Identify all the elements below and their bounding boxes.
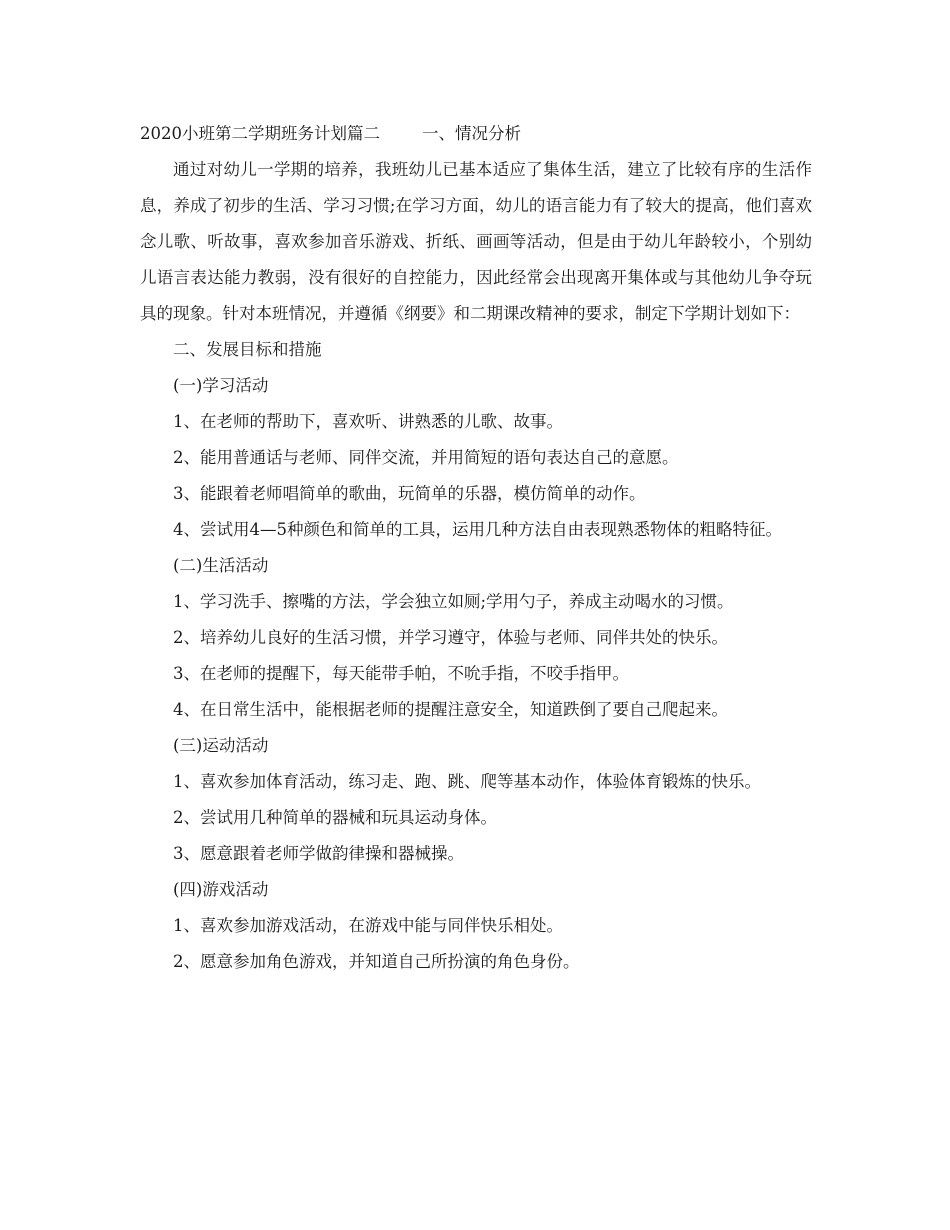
document-heading-line xyxy=(140,116,812,152)
game-item: 2、愿意参加角色游戏，并知道自己所扮演的角色身份。 xyxy=(173,952,580,971)
game-activity-title: (四)游戏活动 xyxy=(173,880,269,899)
sport-activity-title: (三)运动活动 xyxy=(173,736,269,755)
sport-item: 1、喜欢参加体育活动，练习走、跑、跳、爬等基本动作，体验体育锻炼的快乐。 xyxy=(173,772,761,791)
intro-paragraph: 通过对幼儿一学期的培养，我班幼儿已基本适应了集体生活，建立了比较有序的生活作息，养成了初步的生活、学习习惯;在学习方面，幼儿的语言能力有了较大的提高，他们喜欢念儿歌、听故事，喜欢参加音乐游戏、折纸、画画等活动，但是由于幼儿年龄较小，个别幼儿语言表达能力教弱，没有很好的自控能力，因此经常会出现离开集体或与其他幼儿争夺玩具的现象。针对本班情况，并遵循《纲要》和二期课改精神的要求，制定下学期计划如下： xyxy=(140,160,812,323)
section-1-title: 一、情况分析 xyxy=(422,124,521,143)
section-2-title: 二、发展目标和措施 xyxy=(173,340,322,359)
life-item: 3、在老师的提醒下，每天能带手帕，不吮手指，不咬手指甲。 xyxy=(173,664,629,683)
study-item: 1、在老师的帮助下，喜欢听、讲熟悉的儿歌、故事。 xyxy=(173,412,563,431)
sport-item: 3、愿意跟着老师学做韵律操和器械操。 xyxy=(173,844,464,863)
life-item: 2、培养幼儿良好的生活习惯，并学习遵守，体验与老师、同伴共处的快乐。 xyxy=(173,628,728,647)
document-page xyxy=(140,116,812,980)
game-item: 1、喜欢参加游戏活动，在游戏中能与同伴快乐相处。 xyxy=(173,916,563,935)
study-item: 2、能用普通话与老师、同伴交流，并用简短的语句表达自己的意愿。 xyxy=(173,448,679,467)
life-activity-title: (二)生活活动 xyxy=(173,556,269,575)
sport-item: 2、尝试用几种简单的器械和玩具运动身体。 xyxy=(173,808,497,827)
study-item: 3、能跟着老师唱简单的歌曲，玩简单的乐器，模仿简单的动作。 xyxy=(173,484,646,503)
document-title: 2020小班第二学期班务计划篇二 xyxy=(140,124,380,143)
study-activity-title: (一)学习活动 xyxy=(173,376,269,395)
life-item: 1、学习洗手、擦嘴的方法，学会独立如厕;学用勺子，养成主动喝水的习惯。 xyxy=(173,592,734,611)
life-item: 4、在日常生活中，能根据老师的提醒注意安全，知道跌倒了要自己爬起来。 xyxy=(173,700,728,719)
study-item: 4、尝试用4—5种颜色和简单的工具，运用几种方法自由表现熟悉物体的粗略特征。 xyxy=(173,520,782,539)
